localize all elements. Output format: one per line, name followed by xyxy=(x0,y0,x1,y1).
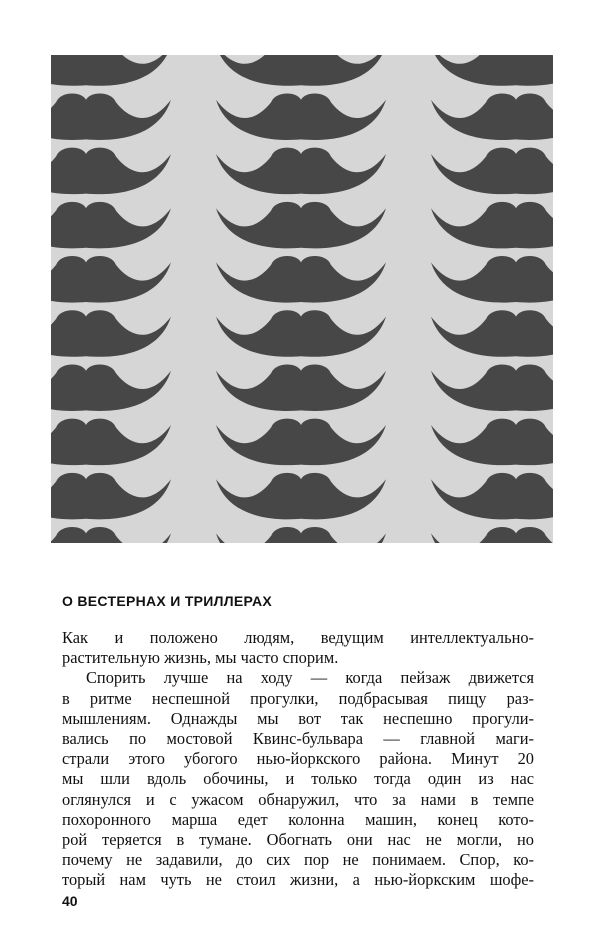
text-line: Как и положено людям, ведущим интеллектуально- xyxy=(62,628,534,647)
page-number: 40 xyxy=(62,893,78,909)
hat-pattern-illustration xyxy=(51,55,553,543)
hat-icon xyxy=(216,202,386,249)
hat-icon xyxy=(216,527,386,543)
hat-icon xyxy=(51,473,171,520)
hat-icon xyxy=(51,364,171,411)
hat-icon xyxy=(216,419,386,466)
hat-icon xyxy=(216,473,386,520)
hat-icon xyxy=(431,202,553,249)
hat-icon xyxy=(216,93,386,140)
hat-icon xyxy=(431,148,553,195)
paragraph-1 xyxy=(62,628,534,668)
hat-icon xyxy=(51,310,171,357)
hat-icon xyxy=(51,202,171,249)
text-line: торый нам чуть не стоил жизни, а нью-йоркским шофе- xyxy=(62,870,534,890)
hat-icon xyxy=(431,419,553,466)
text-line: в ритме неспешной прогулки, подбрасывая пищу раз- xyxy=(62,688,534,708)
text-line: страли этого убогого нью-йоркского района. Минут 20 xyxy=(62,749,534,769)
hat-icon xyxy=(431,364,553,411)
text-line: почему не задавили, до сих пор не понимаем. Спор, ко- xyxy=(62,850,534,870)
text-line: рой теряется в тумане. Обогнать они нас не могли, но xyxy=(62,830,534,850)
hat-icon xyxy=(431,93,553,140)
hat-icon xyxy=(216,55,386,86)
hat-icon xyxy=(431,310,553,357)
hat-icon xyxy=(216,364,386,411)
hat-icon xyxy=(51,148,171,195)
article-body xyxy=(62,628,534,891)
hat-icon xyxy=(51,527,171,543)
text-line: вались по мостовой Квинс-бульвара — главной маги- xyxy=(62,729,534,749)
hat-icon xyxy=(216,310,386,357)
hat-icon xyxy=(431,55,553,86)
hat-icon xyxy=(431,527,553,543)
hat-icon xyxy=(51,419,171,466)
section-heading: О ВЕСТЕРНАХ И ТРИЛЛЕРАХ xyxy=(62,593,273,609)
text-line: мышлениям. Однажды мы вот так неспешно прогули- xyxy=(62,708,534,728)
text-line: оглянулся и с ужасом обнаружил, что за нами в темпе xyxy=(62,789,534,809)
hat-icon xyxy=(51,55,171,86)
hat-icon xyxy=(431,473,553,520)
hat-icon xyxy=(51,93,171,140)
text-line: похоронного марша едет колонна машин, конец кото- xyxy=(62,809,534,829)
hat-pattern-graphic xyxy=(51,55,553,543)
text-line: Спорить лучше на ходу — когда пейзаж движется xyxy=(86,668,534,688)
hat-icon xyxy=(216,148,386,195)
paragraph-2 xyxy=(62,668,534,890)
hat-icon xyxy=(51,256,171,303)
hat-icon xyxy=(216,256,386,303)
hat-icon xyxy=(431,256,553,303)
text-line: растительную жизнь, мы часто спорим. xyxy=(62,648,339,668)
text-line: мы шли вдоль обочины, и только тогда один из нас xyxy=(62,769,534,789)
